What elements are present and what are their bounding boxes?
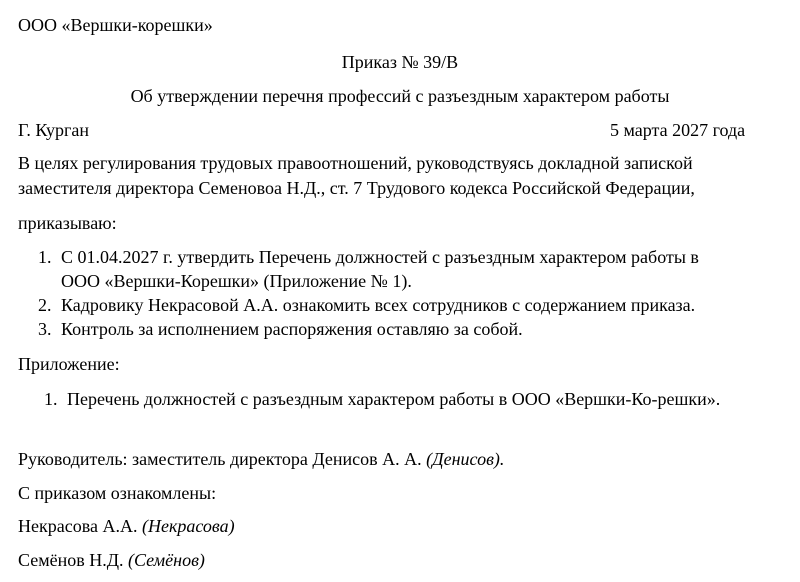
appendix-item-text: Перечень должностей с разъездным характером работы в ООО «Вершки-Ко-решки».: [67, 389, 721, 409]
list-item-text: Контроль за исполнением распоряжения оставляю за собой.: [61, 319, 523, 339]
list-item-number: 2.: [38, 295, 52, 315]
head-signature-line: [18, 448, 504, 470]
acquainted-name: Семёнов Н.Д.: [18, 550, 124, 570]
city: Г. Курган: [18, 120, 90, 140]
appendix-item-number: 1.: [44, 389, 58, 409]
order-date: 5 марта 2027 года: [610, 120, 746, 140]
list-item-text-continued: ООО «Вершки-Корешки» (Приложение № 1).: [61, 271, 412, 291]
list-item-number: 3.: [38, 319, 52, 339]
appendix-label: Приложение:: [18, 354, 120, 374]
head-signature: (Денисов).: [426, 449, 505, 469]
order-word: приказываю:: [18, 213, 117, 233]
acquainted-signature: (Семёнов): [128, 550, 205, 570]
preamble-line-2: заместителя директора Семеновоа Н.Д., ст. 7 Трудового кодекса Российской Федерации,: [18, 178, 695, 198]
head-signature-text: Руководитель: заместитель директора Денисов А. А.: [18, 449, 422, 469]
list-item-text: С 01.04.2027 г. утвердить Перечень должностей с разъездным характером работы в: [61, 247, 699, 267]
acquainted-label: С приказом ознакомлены:: [18, 483, 217, 503]
organization-name: ООО «Вершки-корешки»: [18, 15, 213, 35]
order-subject: Об утверждении перечня профессий с разъездным характером работы: [130, 86, 670, 106]
acquainted-row: [18, 515, 235, 537]
acquainted-name: Некрасова А.А.: [18, 516, 138, 536]
preamble-line-1: В целях регулирования трудовых правоотношений, руководствуясь докладной запиской: [18, 153, 693, 173]
order-title: Приказ № 39/В: [341, 52, 459, 72]
acquainted-signature: (Некрасова): [141, 516, 235, 536]
list-item-number: 1.: [38, 247, 52, 267]
acquainted-row: [18, 549, 205, 571]
list-item-text: Кадровику Некрасовой А.А. ознакомить всех сотрудников с содержанием приказа.: [61, 295, 696, 315]
